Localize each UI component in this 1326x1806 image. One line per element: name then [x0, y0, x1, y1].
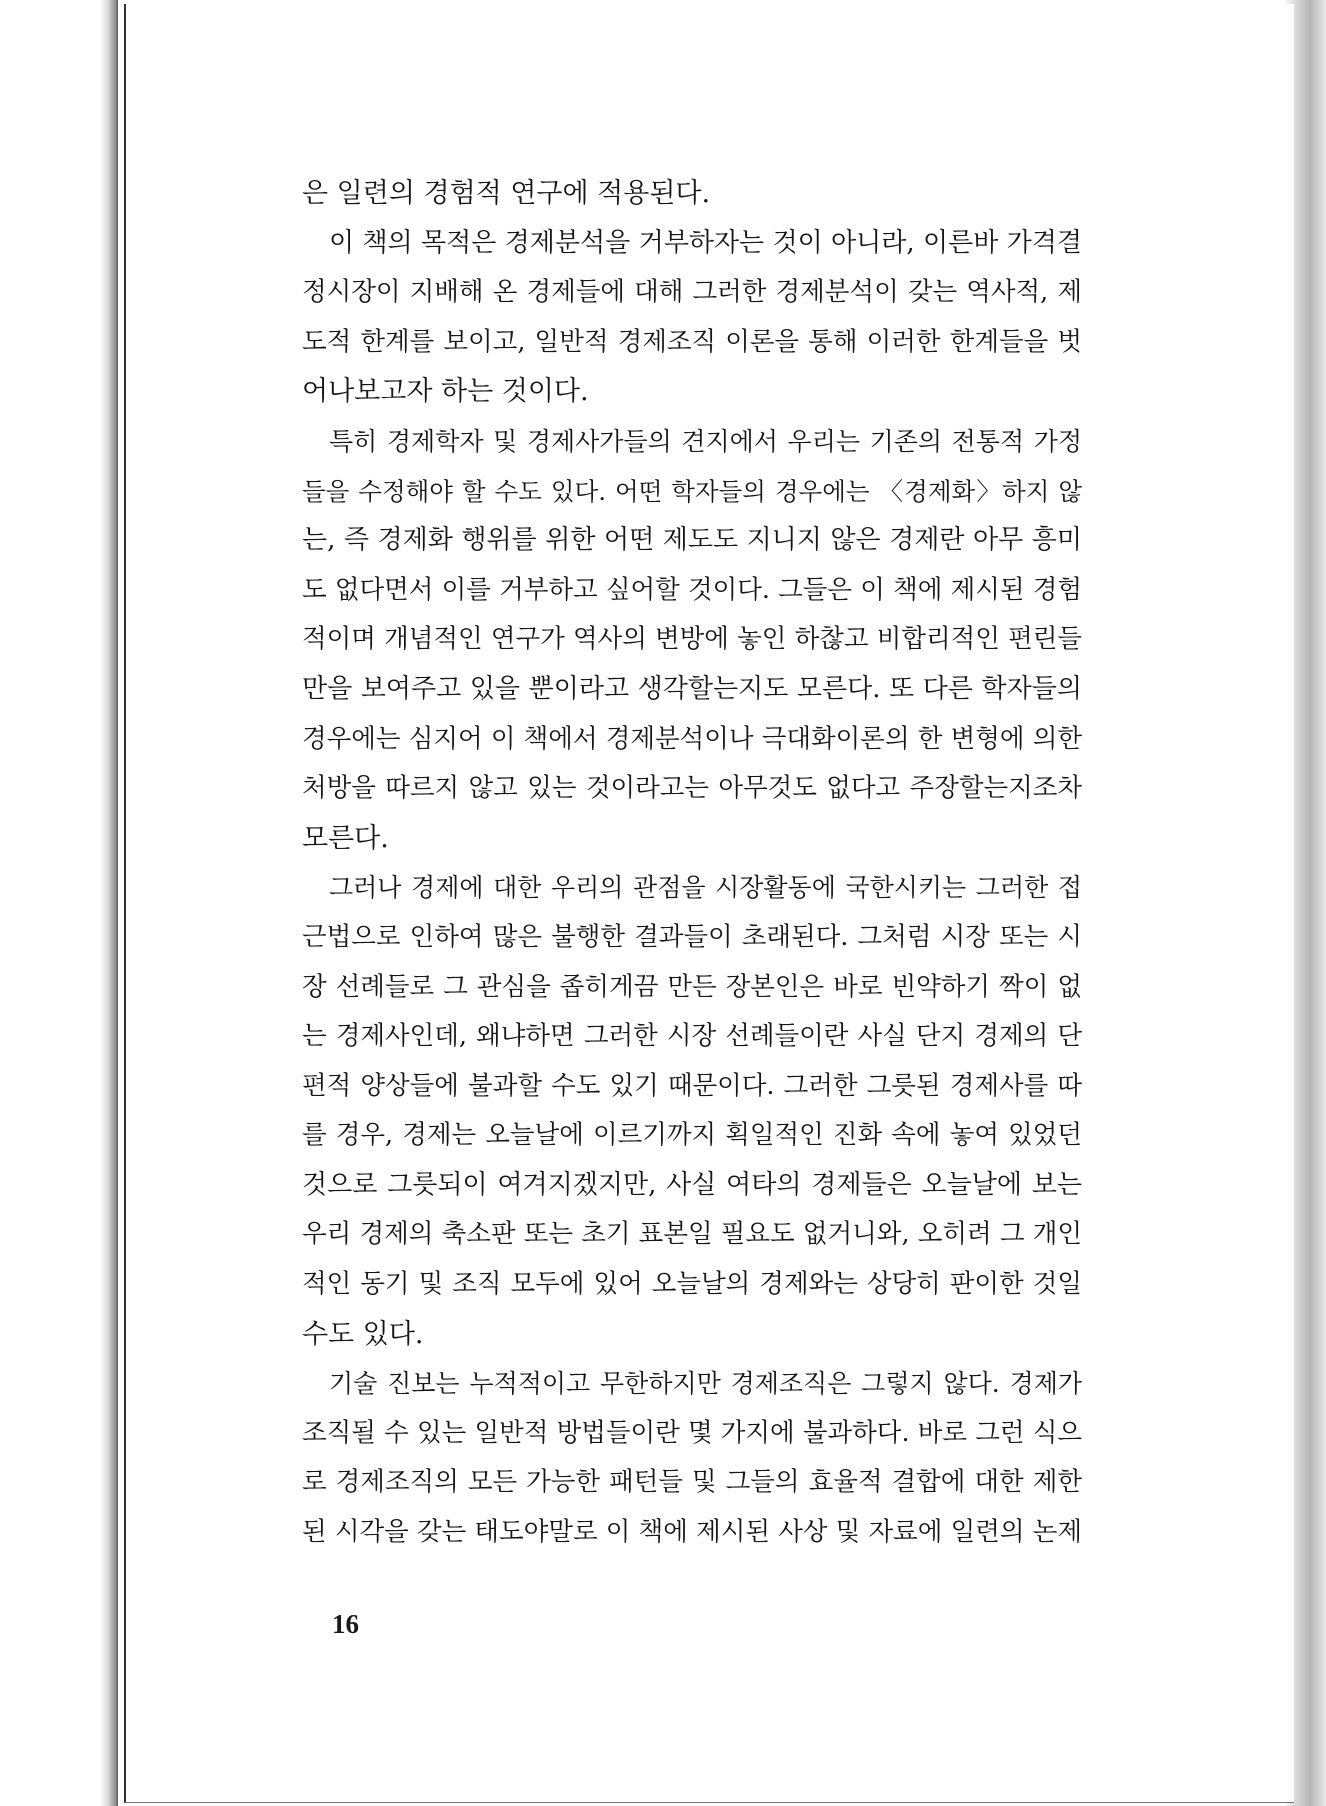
- text-line: 은 일련의 경험적 연구에 적용된다.: [302, 178, 711, 209]
- text-line: 는 경제사인데, 왜냐하면 그러한 시장 선례들이란 사실 단지 경제의 단: [302, 1021, 1082, 1052]
- text-line: 어나보고자 하는 것이다.: [302, 376, 589, 408]
- text-line: 는, 즉 경제화 행위를 위한 어떤 제도도 지니지 않은 경제란 아무 흥미: [302, 525, 1082, 556]
- text-line: 도 없다면서 이를 거부하고 싶어할 것이다. 그들은 이 책에 제시된 경험: [302, 574, 1082, 605]
- text-line: 적인 동기 및 조직 모두에 있어 오늘날의 경제와는 상당히 판이한 것일: [302, 1269, 1082, 1300]
- text-line: 특히 경제학자 및 경제사가들의 견지에서 우리는 기존의 전통적 가정: [329, 426, 1082, 456]
- text-line: 처방을 따르지 않고 있는 것이라고는 아무것도 없다고 주장할는지조차: [302, 773, 1082, 804]
- text-line: 도적 한계를 보이고, 일반적 경제조직 이론을 통해 이러한 한계들을 벗: [302, 326, 1082, 357]
- text-line: 편적 양상들에 불과할 수도 있기 때문이다. 그러한 그릇된 경제사를 따: [302, 1070, 1082, 1101]
- text-line: 모른다.: [302, 822, 389, 854]
- text-line: 기술 진보는 누적적이고 무한하지만 경제조직은 그렇지 않다. 경제가: [329, 1369, 1082, 1399]
- text-line: 것으로 그릇되이 여겨지겠지만, 사실 여타의 경제들은 오늘날에 보는: [302, 1169, 1082, 1200]
- text-line: 이 책의 목적은 경제분석을 거부하자는 것이 아니라, 이른바 가격결: [329, 227, 1082, 258]
- text-line: 수도 있다.: [302, 1318, 424, 1350]
- text-line: 로 경제조직의 모든 가능한 패턴들 및 그들의 효율적 결합에 대한 제한: [302, 1467, 1082, 1498]
- text-line: 적이며 개념적인 연구가 역사의 변방에 놓인 하찮고 비합리적인 편린들: [302, 624, 1082, 655]
- book-gutter-shadow: [0, 0, 118, 1806]
- text-line: 정시장이 지배해 온 경제들에 대해 그러한 경제분석이 갖는 역사적, 제: [302, 277, 1082, 308]
- text-line: 된 시각을 갖는 태도야말로 이 책에 제시된 사상 및 자료에 일련의 논제: [302, 1517, 1082, 1548]
- body-text: [302, 169, 1082, 1558]
- text-line: 우리 경제의 축소판 또는 초기 표본일 필요도 없거니와, 오히려 그 개인: [302, 1219, 1082, 1250]
- text-line: 를 경우, 경제는 오늘날에 이르기까지 획일적인 진화 속에 놓여 있었던: [302, 1120, 1082, 1151]
- text-line: 장 선례들로 그 관심을 좁히게끔 만든 장본인은 바로 빈약하기 짝이 없: [302, 971, 1082, 1002]
- text-line: 만을 보여주고 있을 뿐이라고 생각할는지도 모른다. 또 다른 학자들의: [302, 673, 1082, 704]
- text-line: 근법으로 인하여 많은 불행한 결과들이 초래된다. 그처럼 시장 또는 시: [302, 921, 1082, 952]
- book-page: [124, 4, 1294, 1803]
- text-line: 들을 수정해야 할 수도 있다. 어떤 학자들의 경우에는 〈경제화〉하지 않: [302, 476, 1082, 506]
- text-line: 그러나 경제에 대한 우리의 관점을 시장활동에 국한시키는 그러한 접: [329, 873, 1082, 903]
- text-line: 경우에는 심지어 이 책에서 경제분석이나 극대화이론의 한 변형에 의한: [302, 723, 1082, 754]
- page-number: 16: [332, 1609, 359, 1639]
- text-line: 조직될 수 있는 일반적 방법들이란 몇 가지에 불과하다. 바로 그런 식으: [302, 1417, 1082, 1448]
